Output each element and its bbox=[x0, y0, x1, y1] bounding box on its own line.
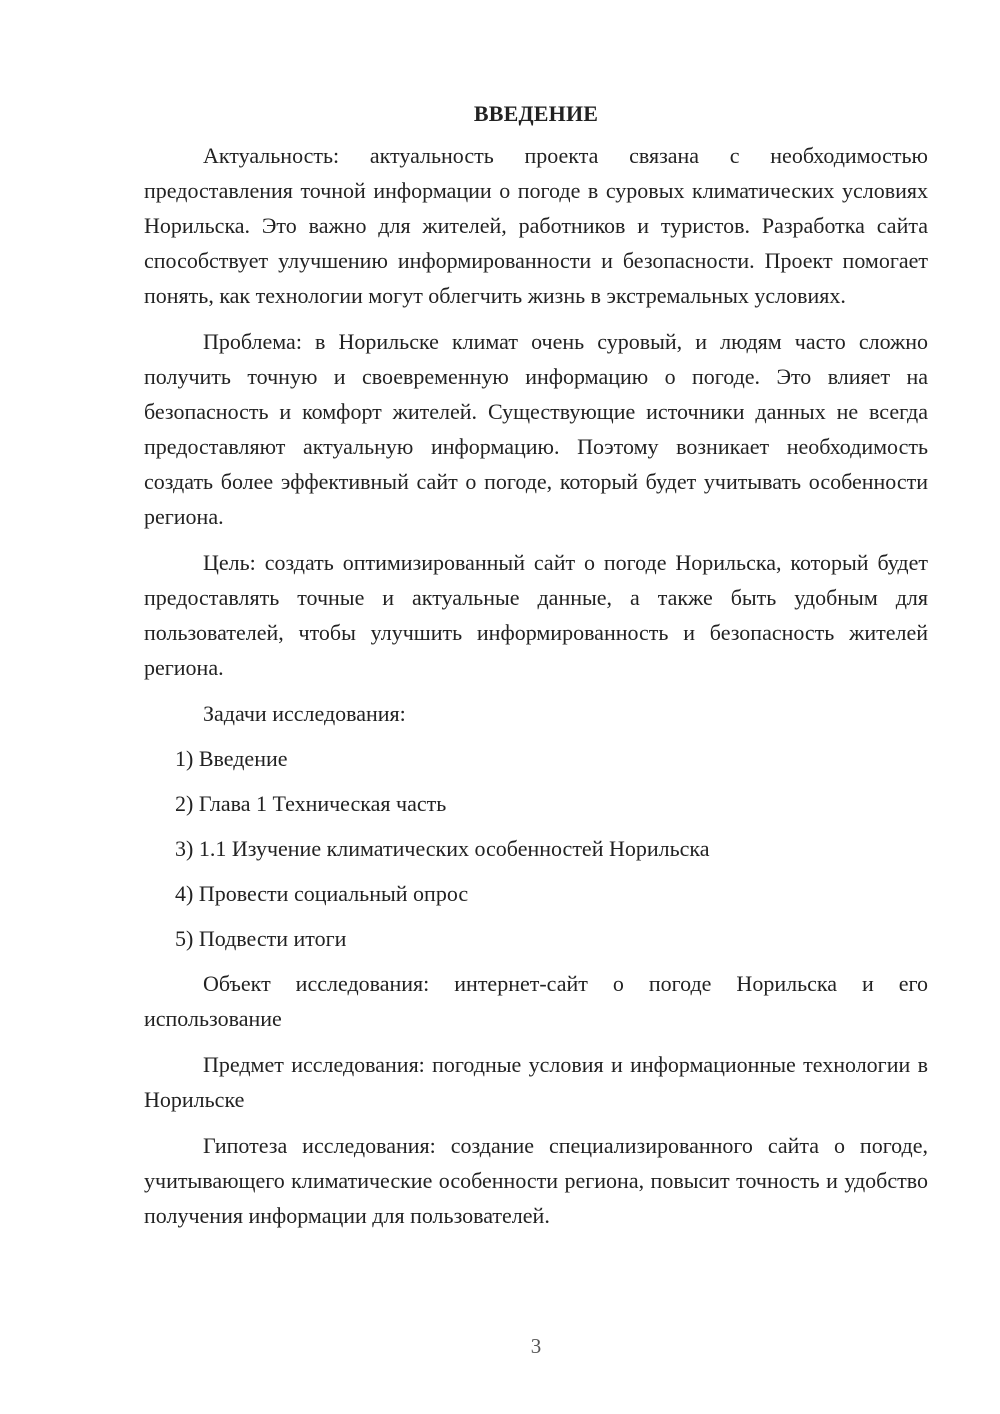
list-item: 1) Введение bbox=[175, 746, 288, 771]
paragraph-problem: Проблема: в Норильске климат очень суровый, и людям часто сложно получить точную и своевременную информацию о погоде. Это влияет на безопасность и комфорт жителей. Существующие источники данных не всегда предоставляют актуальную информацию. Поэтому возникает необходимость создать более эффективный сайт о погоде, который будет учитывать особенности региона. bbox=[144, 329, 928, 529]
paragraph-object: Объект исследования: интернет-сайт о погоде Норильска и его использование bbox=[144, 971, 928, 1031]
list-item: 2) Глава 1 Техническая часть bbox=[175, 791, 447, 816]
page-number: 3 bbox=[530, 1334, 542, 1358]
paragraph-relevance: Актуальность: актуальность проекта связана с необходимостью предоставления точной информации о погоде в суровых климатических условиях Норильска. Это важно для жителей, работников и туристов. Разработка сайта способствует улучшению информированности и безопасности. Проект помогает понять, как технологии могут облегчить жизнь в экстремальных условиях. bbox=[144, 143, 928, 308]
paragraph-subject: Предмет исследования: погодные условия и информационные технологии в Норильске bbox=[144, 1052, 928, 1112]
page-content bbox=[144, 96, 928, 1244]
tasks-list bbox=[144, 741, 928, 956]
list-item: 3) 1.1 Изучение климатических особенностей Норильска bbox=[175, 836, 710, 861]
tasks-heading: Задачи исследования: bbox=[203, 701, 406, 726]
list-item: 5) Подвести итоги bbox=[175, 926, 347, 951]
section-title: ВВЕДЕНИЕ bbox=[473, 101, 599, 126]
paragraph-hypothesis: Гипотеза исследования: создание специализированного сайта о погоде, учитывающего климатические особенности региона, повысит точность и удобство получения информации для пользователей. bbox=[144, 1133, 928, 1228]
paragraph-goal: Цель: создать оптимизированный сайт о погоде Норильска, который будет предоставлять точные и актуальные данные, а также быть удобным для пользователей, чтобы улучшить информированность и безопасность жителей региона. bbox=[144, 550, 928, 680]
list-item: 4) Провести социальный опрос bbox=[175, 881, 469, 906]
